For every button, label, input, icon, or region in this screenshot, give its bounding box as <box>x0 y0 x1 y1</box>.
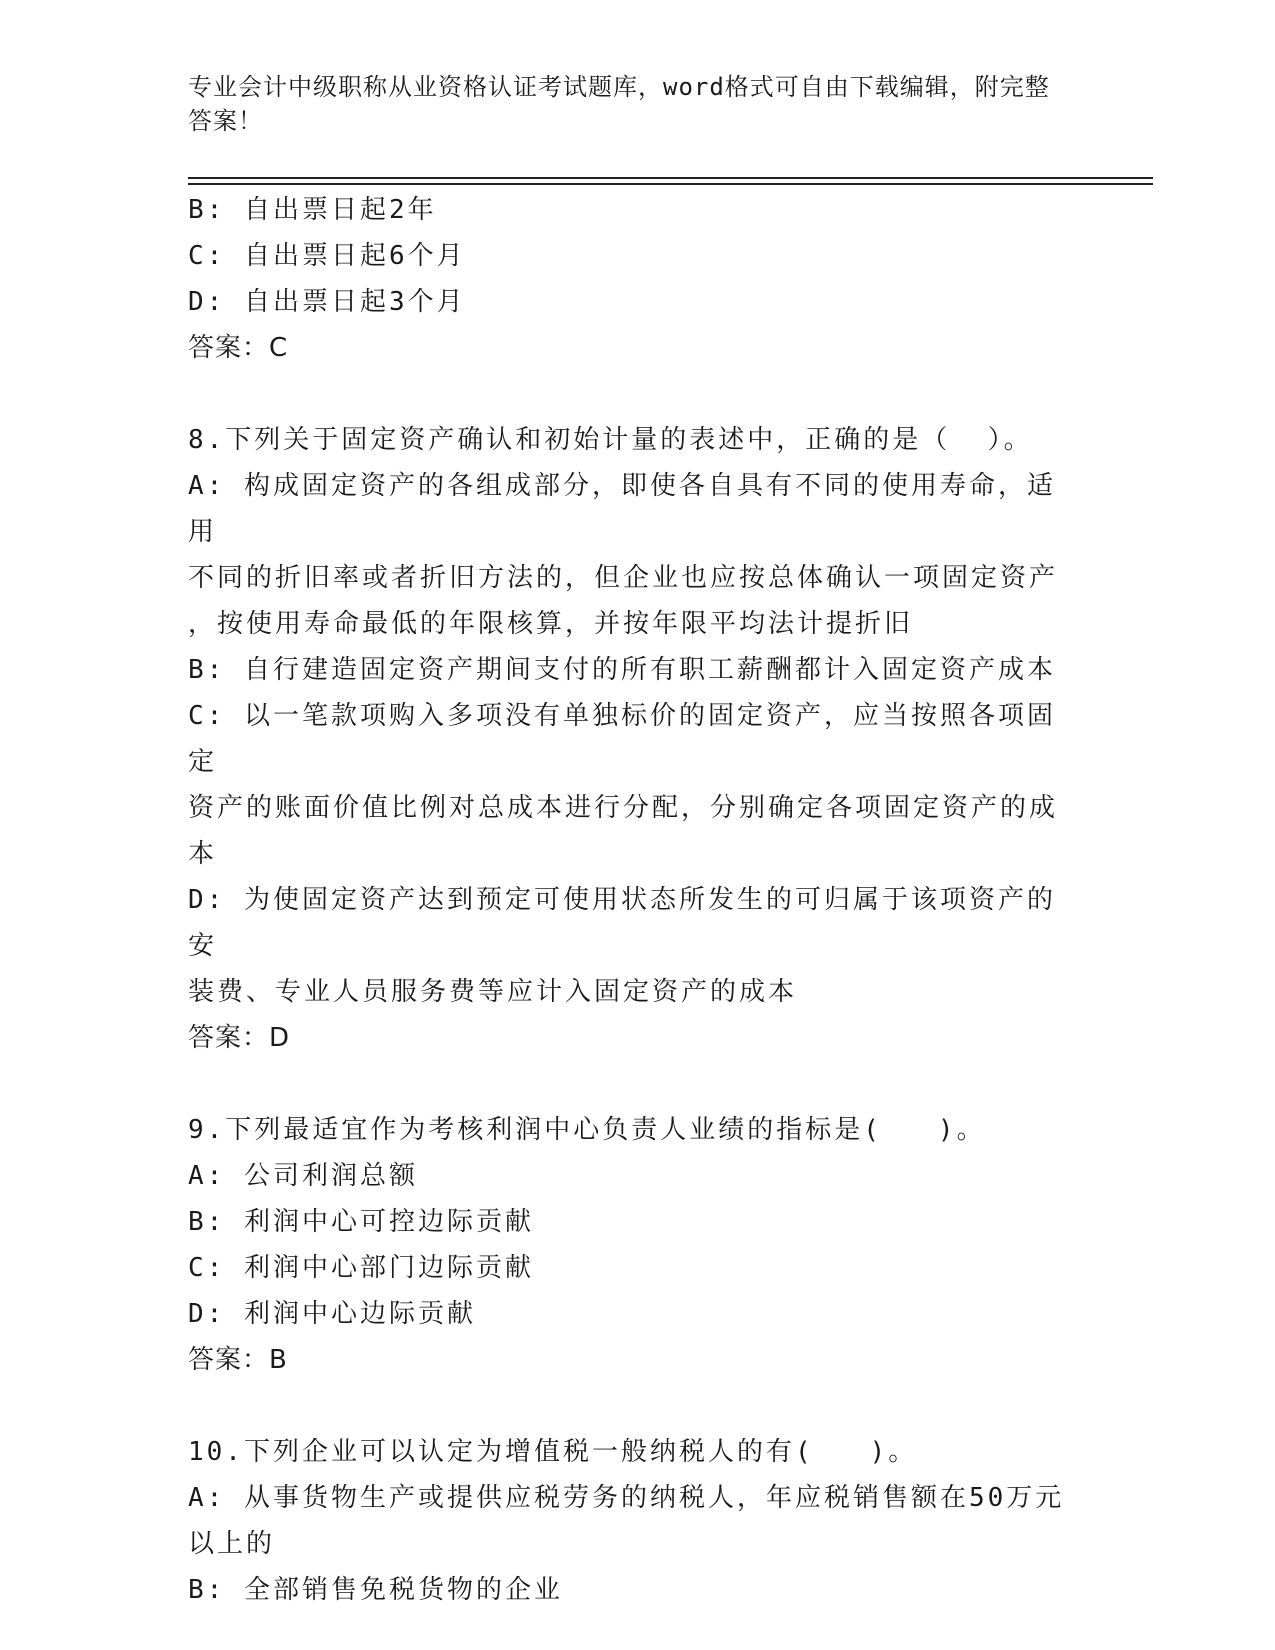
q8-option-a-line2: 不同的折旧率或者折旧方法的，但企业也应按总体确认一项固定资产 <box>188 563 1059 593</box>
q7-answer: 答案：C <box>188 333 289 363</box>
q8-option-c-line2: 资产的账面价值比例对总成本进行分配，分别确定各项固定资产的成 <box>188 793 1059 823</box>
q7-option-b: B: 自出票日起2年 <box>188 195 437 225</box>
q7-option-c: C: 自出票日起6个月 <box>188 241 466 271</box>
q8-option-d-line2: 装费、专业人员服务费等应计入固定资产的成本 <box>188 977 798 1007</box>
q8-option-d-line1: D: 为使固定资产达到预定可使用状态所发生的可归属于该项资产的安 <box>188 885 1056 961</box>
spacer <box>188 371 1068 417</box>
q8-option-c-line3: 本 <box>188 839 218 869</box>
q8-answer: 答案：D <box>188 1023 291 1053</box>
q9-question: 9.下列最适宜作为考核利润中心负责人业绩的指标是( )。 <box>188 1115 986 1145</box>
q8-option-b: B: 自行建造固定资产期间支付的所有职工薪酬都计入固定资产成本 <box>188 655 1056 685</box>
spacer <box>188 1061 1068 1107</box>
question-content <box>188 187 1068 1613</box>
page-header: 专业会计中级职称从业资格认证考试题库，word格式可自由下载编辑，附完整答案！ <box>188 73 1050 135</box>
q10-question: 10.下列企业可以认定为增值税一般纳税人的有( )。 <box>188 1437 918 1467</box>
q10-option-b: B: 全部销售免税货物的企业 <box>188 1575 563 1605</box>
q9-answer: 答案：B <box>188 1345 288 1375</box>
q7-option-d: D: 自出票日起3个月 <box>188 287 466 317</box>
q9-option-c: C: 利润中心部门边际贡献 <box>188 1253 534 1283</box>
q9-option-d: D: 利润中心边际贡献 <box>188 1299 476 1329</box>
q8-question: 8.下列关于固定资产确认和初始计量的表述中，正确的是（ ）。 <box>188 425 1033 455</box>
q9-option-b: B: 利润中心可控边际贡献 <box>188 1207 534 1237</box>
q8-option-c-line1: C: 以一笔款项购入多项没有单独标价的固定资产，应当按照各项固定 <box>188 701 1056 777</box>
q10-option-a-line2: 以上的 <box>188 1529 276 1559</box>
q10-option-a-line1: A: 从事货物生产或提供应税劳务的纳税人，年应税销售额在50万元 <box>188 1483 1065 1513</box>
q8-option-a-line3: ，按使用寿命最低的年限核算，并按年限平均法计提折旧 <box>188 609 914 639</box>
header-rule-top <box>188 177 1153 179</box>
header-rule-bottom <box>188 183 1153 185</box>
spacer <box>188 1383 1068 1429</box>
q8-option-a-line1: A: 构成固定资产的各组成部分，即使各自具有不同的使用寿命，适用 <box>188 471 1056 547</box>
q9-option-a: A: 公司利润总额 <box>188 1161 418 1191</box>
